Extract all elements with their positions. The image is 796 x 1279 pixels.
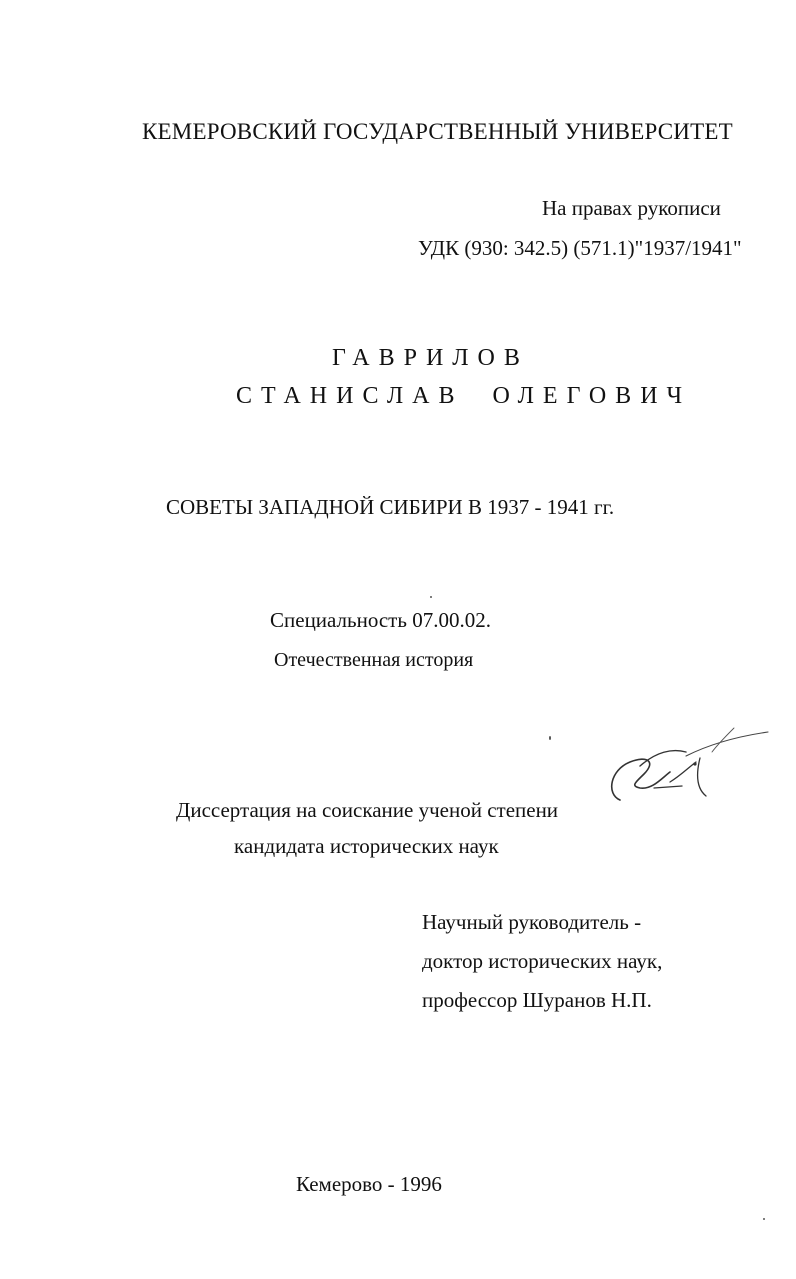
specialty-name: Отечественная история: [274, 649, 474, 671]
scan-speck: [549, 736, 551, 740]
author-surname: ГАВРИЛОВ: [332, 345, 529, 371]
specialty-code: Специальность 07.00.02.: [270, 608, 491, 632]
dissertation-degree-line-1: Диссертация на соискание ученой степени: [176, 798, 559, 822]
author-given-names: СТАНИСЛАВ ОЛЕГОВИЧ: [236, 383, 692, 409]
city-and-year: Кемерово - 1996: [296, 1172, 442, 1196]
university-name: КЕМЕРОВСКИЙ ГОСУДАРСТВЕННЫЙ УНИВЕРСИТЕТ: [142, 119, 733, 144]
scan-speck: [430, 596, 432, 598]
udk-code: УДК (930: 342.5) (571.1)"1937/1941": [418, 236, 742, 260]
supervisor-line-3: профессор Шуранов Н.П.: [422, 988, 652, 1012]
dissertation-degree-line-2: кандидата исторических наук: [234, 834, 499, 858]
scan-speck: [763, 1218, 765, 1220]
manuscript-rights-note: На правах рукописи: [542, 196, 721, 220]
signature-icon: [600, 722, 772, 812]
supervisor-line-1: Научный руководитель -: [422, 910, 642, 934]
dissertation-title: СОВЕТЫ ЗАПАДНОЙ СИБИРИ В 1937 - 1941 гг.: [166, 495, 615, 519]
supervisor-line-2: доктор исторических наук,: [422, 949, 663, 973]
